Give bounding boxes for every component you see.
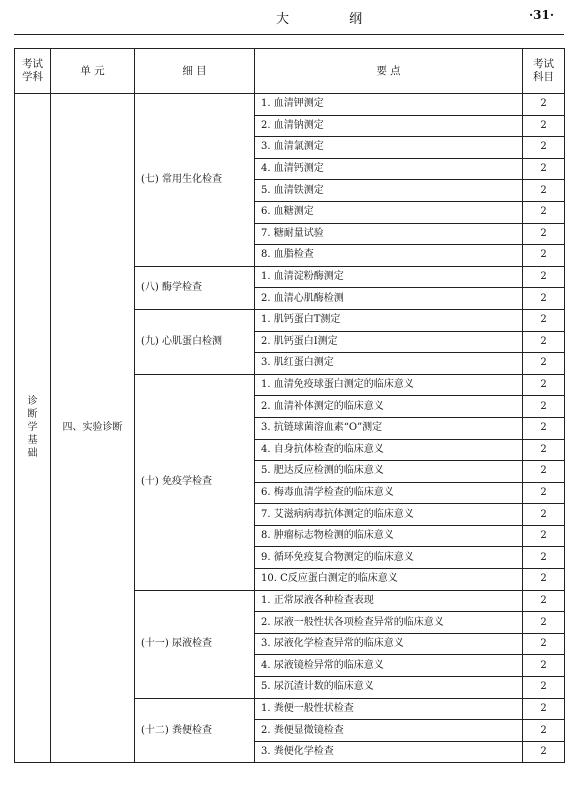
point-cell: 3. 血清氯测定 [255, 137, 523, 159]
item-cell: (十一) 尿液检查 [135, 590, 255, 698]
point-cell: 4. 自身抗体检查的临床意义 [255, 439, 523, 461]
page-number: ·31· [528, 8, 554, 22]
point-cell: 2. 血清钠测定 [255, 115, 523, 137]
header-title: 大 纲 [276, 12, 391, 27]
item-cell: (十二) 粪便检查 [135, 698, 255, 763]
level-cell: 2 [523, 461, 565, 483]
point-cell: 6. 梅毒血清学检查的临床意义 [255, 482, 523, 504]
level-cell: 2 [523, 612, 565, 634]
level-cell: 2 [523, 115, 565, 137]
subject-label: 诊断学基础 [27, 396, 38, 460]
point-cell: 7. 艾滋病病毒抗体测定的临床意义 [255, 504, 523, 526]
point-cell: 6. 血糖测定 [255, 201, 523, 223]
point-cell: 2. 血清补体测定的临床意义 [255, 396, 523, 418]
point-cell: 3. 粪便化学检查 [255, 741, 523, 763]
header-points: 要 点 [255, 49, 523, 94]
level-cell: 2 [523, 525, 565, 547]
level-cell: 2 [523, 677, 565, 699]
level-cell: 2 [523, 569, 565, 591]
level-cell: 2 [523, 266, 565, 288]
item-cell: (七) 常用生化检查 [135, 94, 255, 267]
point-cell: 8. 血脂检查 [255, 245, 523, 267]
point-cell: 1. 粪便一般性状检查 [255, 698, 523, 720]
level-cell: 2 [523, 245, 565, 267]
level-cell: 2 [523, 633, 565, 655]
level-cell: 2 [523, 720, 565, 742]
header-level: 考试科目 [523, 49, 565, 94]
level-cell: 2 [523, 137, 565, 159]
level-cell: 2 [523, 223, 565, 245]
level-cell: 2 [523, 331, 565, 353]
level-cell: 2 [523, 288, 565, 310]
level-cell: 2 [523, 482, 565, 504]
header-unit: 单 元 [51, 49, 135, 94]
syllabus-table [14, 48, 565, 763]
point-cell: 1. 血清免疫球蛋白测定的临床意义 [255, 374, 523, 396]
point-cell: 2. 肌钙蛋白I测定 [255, 331, 523, 353]
level-cell: 2 [523, 417, 565, 439]
point-cell: 7. 糖耐量试验 [255, 223, 523, 245]
point-cell: 10. C反应蛋白测定的临床意义 [255, 569, 523, 591]
point-cell: 2. 粪便显微镜检查 [255, 720, 523, 742]
level-cell: 2 [523, 590, 565, 612]
point-cell: 5. 血清铁测定 [255, 180, 523, 202]
point-cell: 3. 肌红蛋白测定 [255, 353, 523, 375]
level-cell: 2 [523, 504, 565, 526]
point-cell: 8. 肿瘤标志物检测的临床意义 [255, 525, 523, 547]
point-cell: 1. 肌钙蛋白T测定 [255, 309, 523, 331]
header-subject: 考试学科 [15, 49, 51, 94]
point-cell: 2. 血清心肌酶检测 [255, 288, 523, 310]
point-cell: 9. 循环免疫复合物测定的临床意义 [255, 547, 523, 569]
point-cell: 5. 肥达反应检测的临床意义 [255, 461, 523, 483]
unit-cell: 四、实验诊断 [51, 94, 135, 763]
level-cell: 2 [523, 309, 565, 331]
page-header [14, 0, 564, 35]
subject-cell [15, 94, 51, 763]
level-cell: 2 [523, 180, 565, 202]
item-cell: (九) 心肌蛋白检测 [135, 309, 255, 374]
level-cell: 2 [523, 94, 565, 116]
level-cell: 2 [523, 396, 565, 418]
point-cell: 1. 血清钾测定 [255, 94, 523, 116]
point-cell: 4. 尿液镜检异常的临床意义 [255, 655, 523, 677]
point-cell: 3. 抗链球菌溶血素“O”测定 [255, 417, 523, 439]
level-cell: 2 [523, 698, 565, 720]
level-cell: 2 [523, 439, 565, 461]
level-cell: 2 [523, 741, 565, 763]
point-cell: 1. 血清淀粉酶测定 [255, 266, 523, 288]
level-cell: 2 [523, 158, 565, 180]
level-cell: 2 [523, 353, 565, 375]
point-cell: 1. 正常尿液各种检查表现 [255, 590, 523, 612]
item-cell: (十) 免疫学检查 [135, 374, 255, 590]
item-cell: (八) 酶学检查 [135, 266, 255, 309]
level-cell: 2 [523, 374, 565, 396]
table-header-row [15, 49, 565, 94]
point-cell: 5. 尿沉渣计数的临床意义 [255, 677, 523, 699]
level-cell: 2 [523, 547, 565, 569]
header-item: 细 目 [135, 49, 255, 94]
point-cell: 2. 尿液一般性状各项检查异常的临床意义 [255, 612, 523, 634]
point-cell: 4. 血清钙测定 [255, 158, 523, 180]
table-body [15, 94, 565, 763]
level-cell: 2 [523, 655, 565, 677]
table-row [15, 94, 565, 116]
point-cell: 3. 尿液化学检查异常的临床意义 [255, 633, 523, 655]
level-cell: 2 [523, 201, 565, 223]
